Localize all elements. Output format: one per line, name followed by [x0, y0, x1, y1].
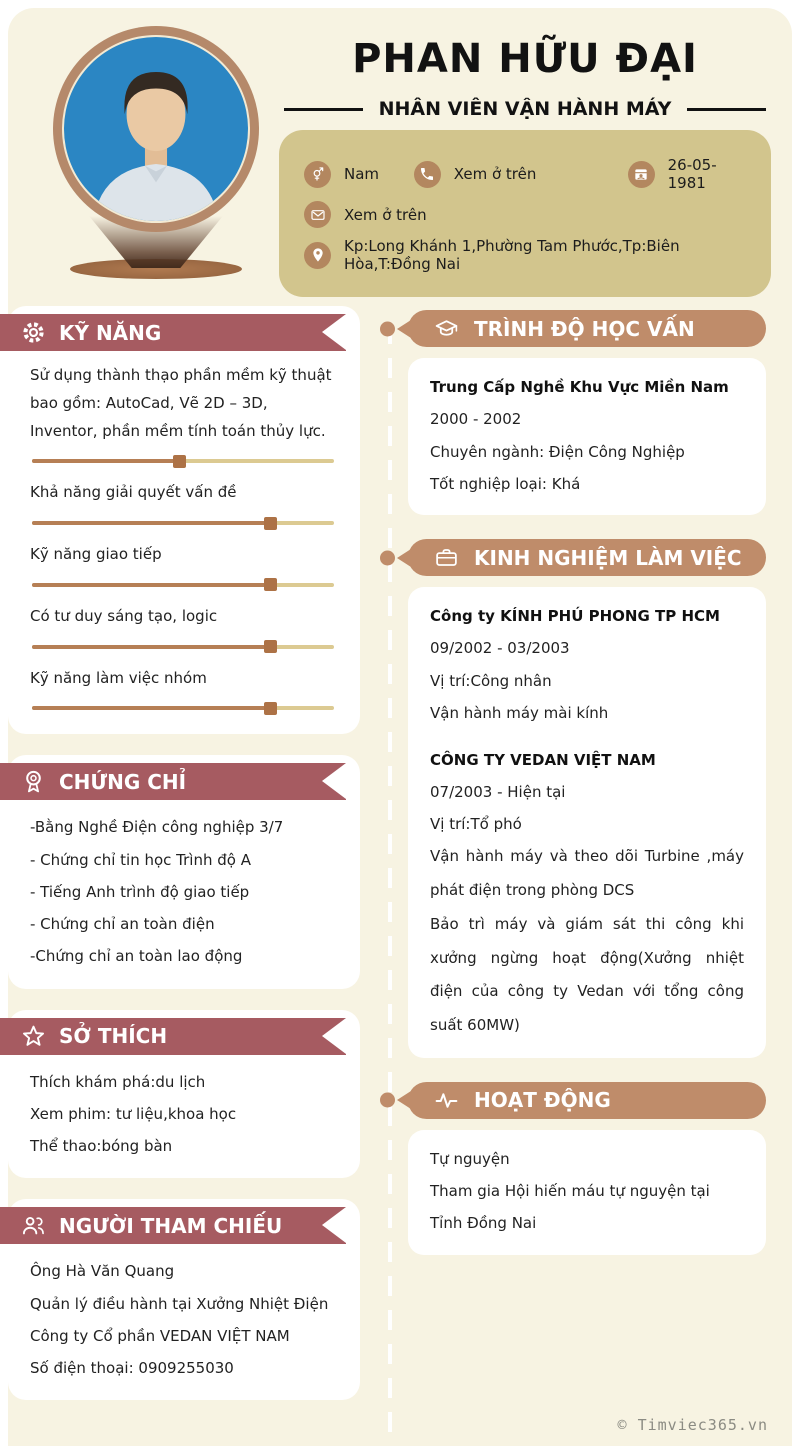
left-column — [8, 306, 360, 1400]
section-activities — [408, 1082, 766, 1255]
certificate-item: - Chứng chỉ an toàn điện — [30, 915, 215, 933]
job-detail: Vận hành máy mài kính — [430, 703, 609, 722]
job-period: 09/2002 - 03/2003 — [430, 639, 570, 658]
gender-field — [304, 161, 414, 188]
header — [8, 8, 792, 292]
section-skills — [8, 306, 360, 734]
phone-icon — [414, 161, 441, 188]
hobbies-title: SỞ THÍCH — [59, 1024, 168, 1048]
skill-item: Có tư duy sáng tạo, logic — [30, 603, 336, 649]
briefcase-icon — [434, 545, 459, 570]
hobby-item: Thể thao:bóng bàn — [30, 1137, 173, 1155]
certificate-item: -Chứng chỉ an toàn lao động — [30, 947, 243, 966]
references-title: NGƯỜI THAM CHIẾU — [59, 1213, 283, 1238]
experience-title: KINH NGHIỆM LÀM VIỆC — [474, 545, 742, 570]
address-value: Kp:Long Khánh 1,Phường Tam Phước,Tp:Biên Hòa,T:Đồng Nai — [344, 237, 680, 273]
activities-title: HOẠT ĐỘNG — [474, 1088, 611, 1113]
skill-item: Kỹ năng giao tiếp — [30, 541, 336, 587]
graduation-cap-icon — [434, 316, 459, 341]
section-certificates — [8, 755, 360, 988]
candidate-name: PHAN HỮU ĐẠI — [352, 36, 698, 82]
gear-icon — [20, 319, 47, 346]
experience-header-banner — [408, 539, 766, 576]
email-value: Xem ở trên — [344, 205, 427, 224]
section-hobbies — [8, 1010, 360, 1179]
experience-card — [408, 587, 766, 1058]
skill-slider-handle — [32, 706, 271, 710]
reference-line: Quản lý điều hành tại Xưởng Nhiệt Điện Công ty Cổ phần VEDAN VIỆT NAM — [30, 1294, 329, 1345]
timeline-dashed-line — [388, 324, 392, 1436]
people-icon — [20, 1212, 47, 1239]
education-school: Trung Cấp Nghề Khu Vực Miền Nam — [430, 378, 729, 396]
job-entry — [430, 600, 744, 731]
profile-photo-frame — [34, 20, 278, 292]
reference-line: Số điện thoại: 0909255030 — [30, 1359, 234, 1377]
medal-icon — [20, 768, 47, 795]
certificate-item: - Chứng chỉ tin học Trình độ A — [30, 850, 251, 869]
phone-field — [414, 161, 628, 188]
skills-title: KỸ NĂNG — [59, 320, 162, 345]
section-references — [8, 1199, 360, 1400]
birthday-field — [628, 156, 748, 192]
reference-line: Ông Hà Văn Quang — [30, 1262, 175, 1281]
divider-right — [687, 108, 766, 111]
activity-item: Tham gia Hội hiến máu tự nguyện tại Tỉnh Đồng Nai — [430, 1182, 710, 1233]
pulse-icon — [434, 1088, 459, 1113]
gender-icon — [304, 161, 331, 188]
star-icon — [20, 1023, 47, 1050]
skill-slider — [32, 706, 334, 710]
section-education — [408, 310, 766, 515]
section-experience — [408, 539, 766, 1058]
skill-slider-handle — [32, 459, 180, 463]
certificates-title: CHỨNG CHỈ — [59, 769, 187, 794]
education-header-banner — [408, 310, 766, 347]
right-column — [360, 306, 792, 1400]
education-major: Chuyên ngành: Điện Công Nghiệp — [430, 442, 685, 461]
job-detail: Bảo trì máy và giám sát thi công khi xưởng ngừng hoạt động(Xưởng nhiệt điện của công ty Vedan với tổng công suất 60MW) — [430, 914, 744, 1034]
hobbies-header-ribbon — [0, 1018, 346, 1055]
job-period: 07/2003 - Hiện tại — [430, 782, 566, 801]
skills-header-ribbon — [0, 314, 346, 351]
activities-card — [408, 1130, 766, 1255]
job-detail: Vận hành máy và theo dõi Turbine ,máy phát điện trong phòng DCS — [430, 847, 744, 899]
skill-slider — [32, 645, 334, 649]
envelope-icon — [304, 201, 331, 228]
calendar-icon — [628, 161, 655, 188]
job-position: Vị trí:Tổ phó — [430, 815, 522, 833]
location-pin-icon — [304, 242, 331, 269]
job-entry — [430, 744, 744, 1043]
cv-page — [8, 8, 792, 1446]
skill-item: Kỹ năng làm việc nhóm — [30, 665, 336, 711]
job-title: NHÂN VIÊN VẬN HÀNH MÁY — [378, 98, 672, 120]
job-company: CÔNG TY VEDAN VIỆT NAM — [430, 750, 656, 769]
job-title-row — [284, 98, 766, 120]
profile-photo — [64, 37, 248, 221]
job-position: Vị trí:Công nhân — [430, 671, 552, 690]
phone-value: Xem ở trên — [453, 165, 537, 183]
certificates-header-ribbon — [0, 763, 346, 800]
skill-slider — [32, 459, 334, 463]
main — [8, 306, 792, 1400]
job-company: Công ty KÍNH PHÚ PHONG TP HCM — [430, 607, 720, 625]
activities-header-banner — [408, 1082, 766, 1119]
email-field — [304, 201, 427, 228]
skill-slider — [32, 583, 334, 587]
references-header-ribbon — [0, 1207, 346, 1244]
skill-slider-handle — [32, 521, 271, 525]
hobby-item: Xem phim: tư liệu,khoa học — [30, 1104, 237, 1123]
gender-value: Nam — [344, 165, 380, 183]
education-title: TRÌNH ĐỘ HỌC VẤN — [474, 316, 695, 341]
contact-box — [284, 135, 766, 292]
watermark-copyright: © Timviec365.vn — [617, 1416, 768, 1435]
divider-left — [284, 108, 363, 111]
certificate-item: -Bằng Nghề Điện công nghiệp 3/7 — [30, 818, 284, 837]
birthday-value: 26-05-1981 — [667, 156, 717, 192]
address-field — [304, 237, 748, 273]
education-period: 2000 - 2002 — [430, 410, 522, 429]
certificate-item: - Tiếng Anh trình độ giao tiếp — [30, 882, 250, 901]
activity-item: Tự nguyện — [430, 1149, 510, 1168]
hobby-item: Thích khám phá:du lịch — [30, 1072, 206, 1091]
skill-slider-handle — [32, 583, 271, 587]
skill-item: Sử dụng thành thạo phần mềm kỹ thuật bao gồm: AutoCad, Vẽ 2D – 3D, Inventor, phần mềm tính toán thủy lực. — [30, 362, 336, 463]
education-card — [408, 358, 766, 515]
skill-slider — [32, 521, 334, 525]
education-grade: Tốt nghiệp loại: Khá — [430, 474, 581, 493]
photo-ring — [53, 26, 259, 232]
skill-item: Khả năng giải quyết vấn đề — [30, 479, 336, 525]
skill-slider-handle — [32, 645, 271, 649]
